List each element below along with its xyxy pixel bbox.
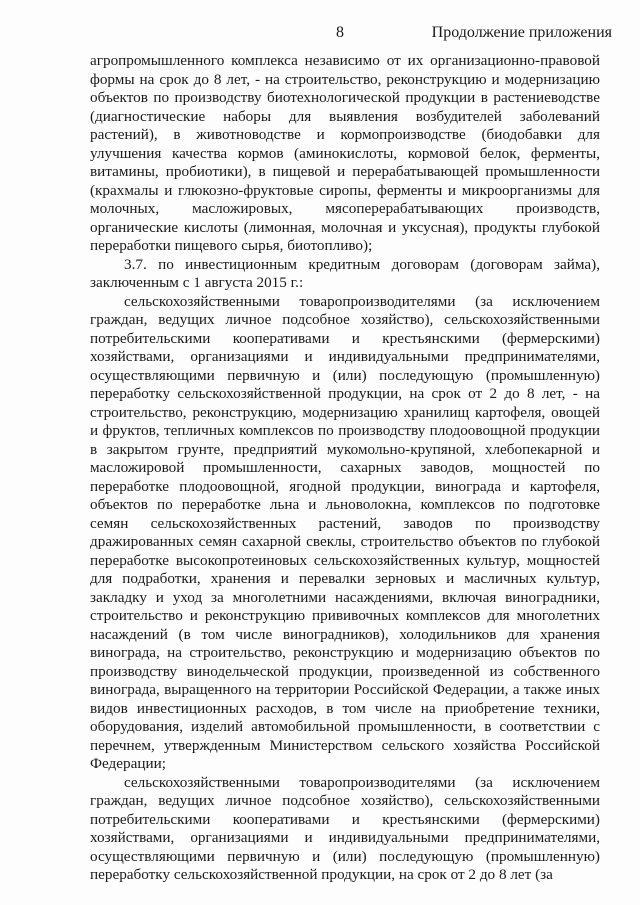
continuation-label: Продолжение приложения — [431, 24, 612, 41]
page-header — [0, 24, 640, 48]
paragraph-producers-list-2: сельскохозяйственными товаропроизводителями (за исключением граждан, ведущих личное подсобное хозяйство), сельскохозяйственными потребительскими кооперативами и крестьянскими (фермерскими) хозяйствами, организациями и индивидуальными предпринимателями, осуществляющими первичную и (или) последующую (промышленную) переработку сельскохозяйственной продукции, на срок от 2 до 8 лет (за — [90, 773, 600, 883]
paragraph-producers-list: сельскохозяйственными товаропроизводителями (за исключением граждан, ведущих личное подсобное хозяйство), сельскохозяйственными потребительскими кооперативами и крестьянскими (фермерскими) хозяйствами, организациями и индивидуальными предпринимателями, осуществляющими первичную и (или) последующую (промышленную) переработку сельскохозяйственной продукции, на срок от 2 до 8 лет, - на строительство, реконструкцию, модернизацию хранилищ картофеля, овощей и фруктов, тепличных комплексов по производству плодоовощной продукции в закрытом грунте, предприятий мукомольно-крупяной, хлебопекарной и масложировой промышленности, сахарных заводов, мощностей по переработке плодоовощной, ягодной продукции, винограда и картофеля, объектов по переработке льна и льноволокна, комплексов по подготовке семян сельскохозяйственных растений, заводов по производству дражированных семян сахарной свеклы, строительство объектов по глубокой переработке высокопротеиновых сельскохозяйственных культур, мощностей для подработки, хранения и перевалки зерновых и масличных культур, закладку и уход за многолетними насаждениями, включая виноградники, строительство и реконструкцию прививочных комплексов для многолетних насаждений (в том числе виноградников), холодильников для хранения винограда, на строительство, реконструкцию и модернизацию объектов по производству винодельческой продукции, произведенной из собственного винограда, выращенного на территории Российской Федерации, а также иных видов инвестиционных расходов, в том числе на приобретение техники, оборудования, изделий автомобильной промышленности, в соответствии с перечнем, утвержденным Министерством сельского хозяйства Российской Федерации; — [90, 292, 600, 772]
paragraph-continued: агропромышленного комплекса независимо от их организационно-правовой формы на срок до 8 лет, - на строительство, реконструкцию и модернизацию объектов по производству биотехнологической продукции в растениеводстве (диагностические наборы для выявления возбудителей заболеваний растений), в животноводстве и кормопроизводстве (биодобавки для улучшения качества кормов (аминокислоты, кормовой белок, ферменты, витамины, пробиотики), в пищевой и перерабатывающей промышленности (крахмалы и глюкозно-фруктовые сиропы, ферменты и микроорганизмы для молочных, масложировых, мясоперерабатывающих производств, органические кислоты (лимонная, молочная и уксусная), продукты глубокой переработки пищевого сырья, биотопливо); — [90, 52, 600, 254]
body-text — [90, 52, 600, 885]
page-number: 8 — [336, 24, 344, 41]
paragraph-clause-3-7: 3.7. по инвестиционным кредитным договорам (договорам займа), заключенным с 1 августа 2015 г.: — [90, 255, 600, 291]
